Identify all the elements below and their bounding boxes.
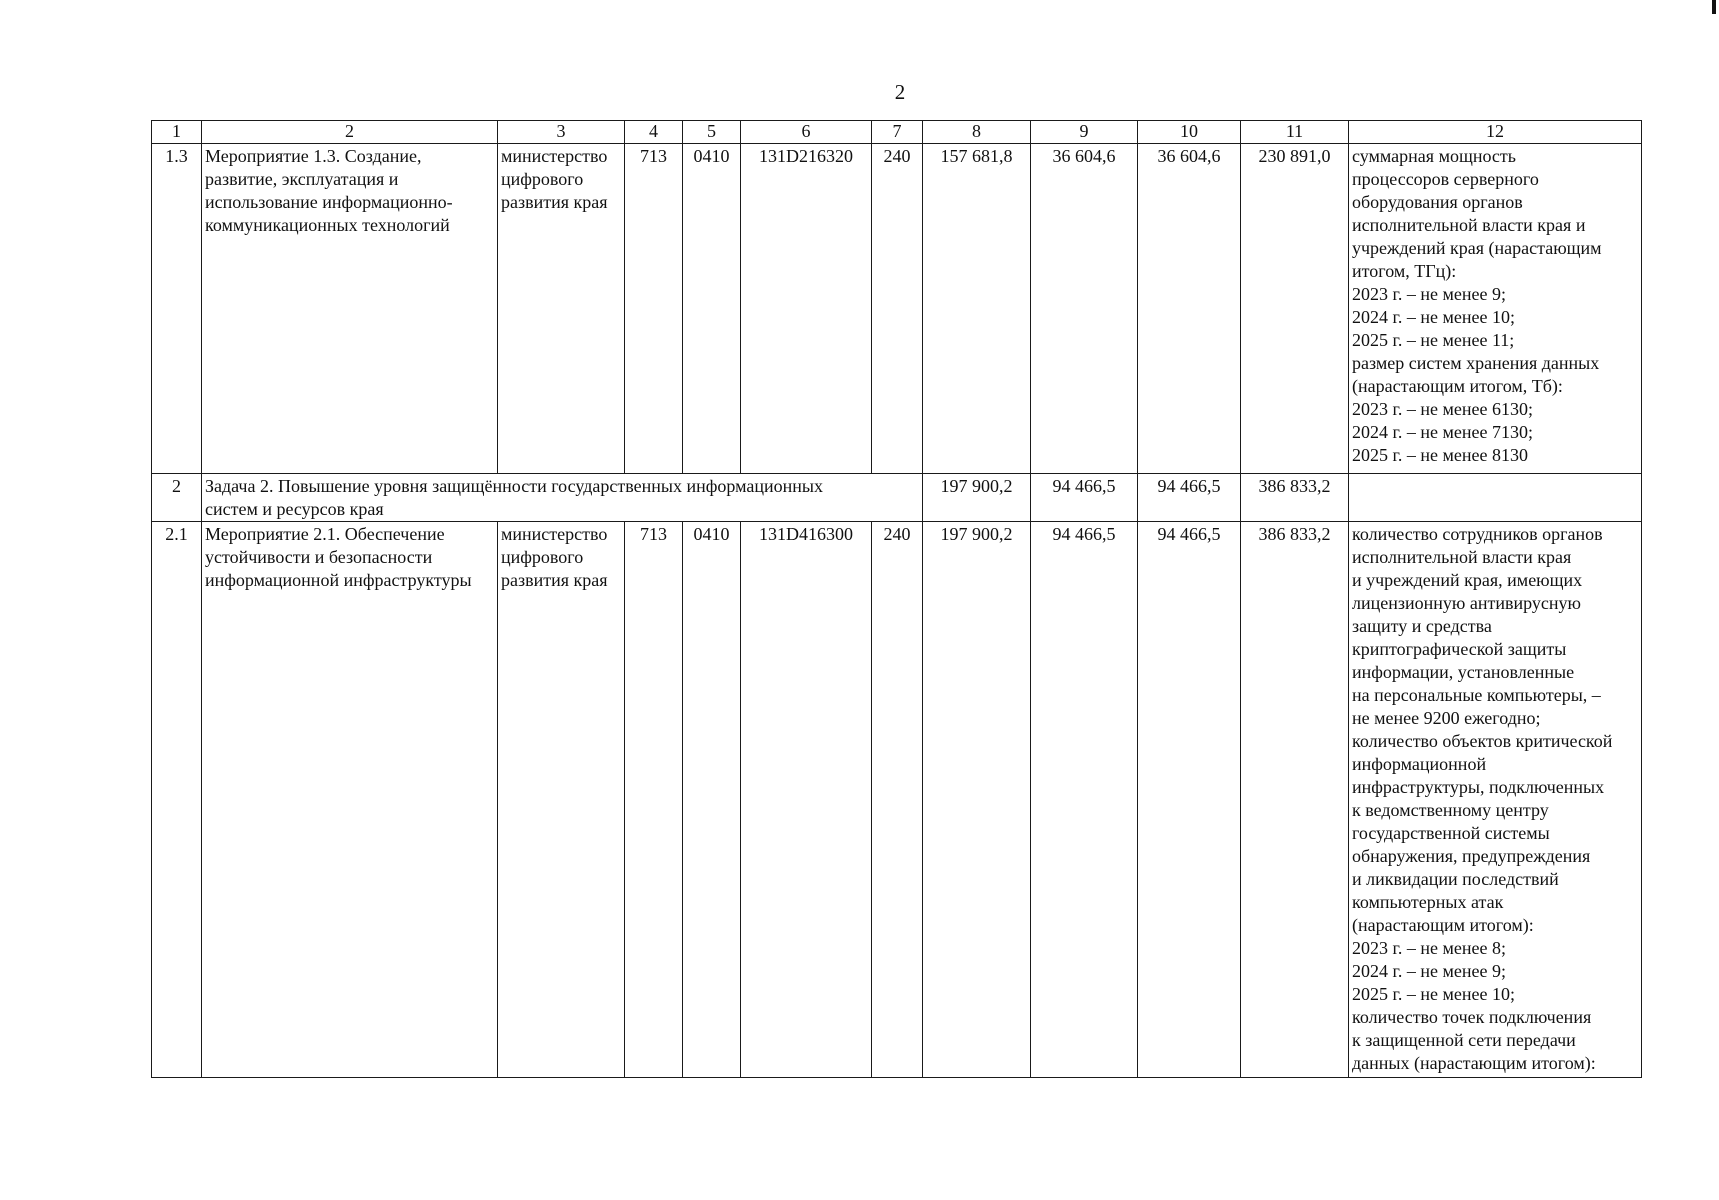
column-number: 1 bbox=[152, 121, 202, 144]
executor-line: министерство bbox=[501, 524, 608, 544]
result-line: криптографической защиты bbox=[1352, 639, 1567, 659]
result-line: исполнительной власти края и bbox=[1352, 215, 1586, 235]
row-number: 1.3 bbox=[152, 144, 202, 474]
result-line: количество сотрудников органов bbox=[1352, 524, 1603, 544]
task-title-line: Задача 2. Повышение уровня защищённости государственных информационных bbox=[205, 476, 824, 496]
program-table bbox=[151, 120, 1642, 1078]
result-line: исполнительной власти края bbox=[1352, 547, 1572, 567]
measure-name-line: информационной инфраструктуры bbox=[205, 570, 472, 590]
result-cell bbox=[1349, 522, 1642, 1078]
result-line: 2025 г. – не менее 8130 bbox=[1352, 445, 1528, 465]
column-number: 5 bbox=[683, 121, 741, 144]
code-cell: 0410 bbox=[683, 522, 741, 1078]
table-row-measure-2-1 bbox=[152, 522, 1642, 1078]
column-number-row bbox=[152, 121, 1642, 144]
amount-cell: 94 466,5 bbox=[1031, 474, 1138, 522]
amount-cell: 157 681,8 bbox=[923, 144, 1031, 474]
amount-cell: 197 900,2 bbox=[923, 474, 1031, 522]
amount-cell: 94 466,5 bbox=[1138, 522, 1241, 1078]
result-line: лицензионную антивирусную bbox=[1352, 593, 1581, 613]
result-line: инфраструктуры, подключенных bbox=[1352, 777, 1605, 797]
result-line: 2023 г. – не менее 9; bbox=[1352, 284, 1506, 304]
executor-line: развития края bbox=[501, 192, 608, 212]
column-number: 9 bbox=[1031, 121, 1138, 144]
column-number: 6 bbox=[741, 121, 872, 144]
measure-name-cell bbox=[202, 522, 498, 1078]
scan-edge-mark bbox=[1712, 0, 1716, 14]
column-number: 7 bbox=[872, 121, 923, 144]
column-number: 12 bbox=[1349, 121, 1642, 144]
result-line: компьютерных атак bbox=[1352, 892, 1504, 912]
amount-cell: 36 604,6 bbox=[1138, 144, 1241, 474]
result-line: размер систем хранения данных bbox=[1352, 353, 1600, 373]
result-line: количество объектов критической bbox=[1352, 731, 1613, 751]
measure-name-line: устойчивости и безопасности bbox=[205, 547, 433, 567]
amount-cell: 197 900,2 bbox=[923, 522, 1031, 1078]
result-line: (нарастающим итогом, Тб): bbox=[1352, 376, 1563, 396]
measure-name-cell bbox=[202, 144, 498, 474]
task-title-cell bbox=[202, 474, 923, 522]
result-line: 2025 г. – не менее 11; bbox=[1352, 330, 1515, 350]
result-line: итогом, ТГц): bbox=[1352, 261, 1457, 281]
result-line: к ведомственному центру bbox=[1352, 800, 1549, 820]
column-number: 11 bbox=[1241, 121, 1349, 144]
table-row-task-2 bbox=[152, 474, 1642, 522]
result-line: процессоров серверного bbox=[1352, 169, 1539, 189]
amount-cell: 230 891,0 bbox=[1241, 144, 1349, 474]
result-line: количество точек подключения bbox=[1352, 1007, 1592, 1027]
row-number: 2 bbox=[152, 474, 202, 522]
measure-name-line: Мероприятие 1.3. Создание, bbox=[205, 146, 422, 166]
executor-line: цифрового bbox=[501, 547, 584, 567]
page-number: 2 bbox=[894, 80, 906, 104]
result-line: обнаружения, предупреждения bbox=[1352, 846, 1591, 866]
code-cell: 131D416300 bbox=[741, 522, 872, 1078]
executor-cell bbox=[498, 522, 625, 1078]
column-number: 10 bbox=[1138, 121, 1241, 144]
code-cell: 713 bbox=[625, 144, 683, 474]
measure-name-line: использование информационно- bbox=[205, 192, 453, 212]
result-line: 2024 г. – не менее 9; bbox=[1352, 961, 1506, 981]
result-cell-empty bbox=[1349, 474, 1642, 522]
result-line: суммарная мощность bbox=[1352, 146, 1516, 166]
result-line: оборудования органов bbox=[1352, 192, 1523, 212]
result-line: данных (нарастающим итогом): bbox=[1352, 1053, 1596, 1073]
result-line: защиту и средства bbox=[1352, 616, 1492, 636]
code-cell: 713 bbox=[625, 522, 683, 1078]
table-row-measure-1-3 bbox=[152, 144, 1642, 474]
code-cell: 240 bbox=[872, 522, 923, 1078]
code-cell: 0410 bbox=[683, 144, 741, 474]
measure-name-line: развитие, эксплуатация и bbox=[205, 169, 399, 189]
result-line: государственной системы bbox=[1352, 823, 1550, 843]
column-number: 4 bbox=[625, 121, 683, 144]
result-cell bbox=[1349, 144, 1642, 474]
column-number: 3 bbox=[498, 121, 625, 144]
result-line: не менее 9200 ежегодно; bbox=[1352, 708, 1541, 728]
column-number: 2 bbox=[202, 121, 498, 144]
amount-cell: 386 833,2 bbox=[1241, 474, 1349, 522]
executor-line: министерство bbox=[501, 146, 608, 166]
amount-cell: 386 833,2 bbox=[1241, 522, 1349, 1078]
row-number: 2.1 bbox=[152, 522, 202, 1078]
code-cell: 131D216320 bbox=[741, 144, 872, 474]
result-line: 2023 г. – не менее 8; bbox=[1352, 938, 1506, 958]
column-number: 8 bbox=[923, 121, 1031, 144]
amount-cell: 94 466,5 bbox=[1138, 474, 1241, 522]
executor-line: развития края bbox=[501, 570, 608, 590]
amount-cell: 94 466,5 bbox=[1031, 522, 1138, 1078]
result-line: и ликвидации последствий bbox=[1352, 869, 1559, 889]
measure-name-line: коммуникационных технологий bbox=[205, 215, 450, 235]
result-line: (нарастающим итогом): bbox=[1352, 915, 1534, 935]
executor-cell bbox=[498, 144, 625, 474]
result-line: 2024 г. – не менее 7130; bbox=[1352, 422, 1533, 442]
result-line: информации, установленные bbox=[1352, 662, 1575, 682]
amount-cell: 36 604,6 bbox=[1031, 144, 1138, 474]
executor-line: цифрового bbox=[501, 169, 584, 189]
task-title-line: систем и ресурсов края bbox=[205, 499, 384, 519]
result-line: 2025 г. – не менее 10; bbox=[1352, 984, 1515, 1004]
result-line: информационной bbox=[1352, 754, 1487, 774]
result-line: на персональные компьютеры, – bbox=[1352, 685, 1601, 705]
code-cell: 240 bbox=[872, 144, 923, 474]
result-line: учреждений края (нарастающим bbox=[1352, 238, 1602, 258]
result-line: и учреждений края, имеющих bbox=[1352, 570, 1583, 590]
measure-name-line: Мероприятие 2.1. Обеспечение bbox=[205, 524, 445, 544]
result-line: к защищенной сети передачи bbox=[1352, 1030, 1576, 1050]
result-line: 2024 г. – не менее 10; bbox=[1352, 307, 1515, 327]
result-line: 2023 г. – не менее 6130; bbox=[1352, 399, 1533, 419]
